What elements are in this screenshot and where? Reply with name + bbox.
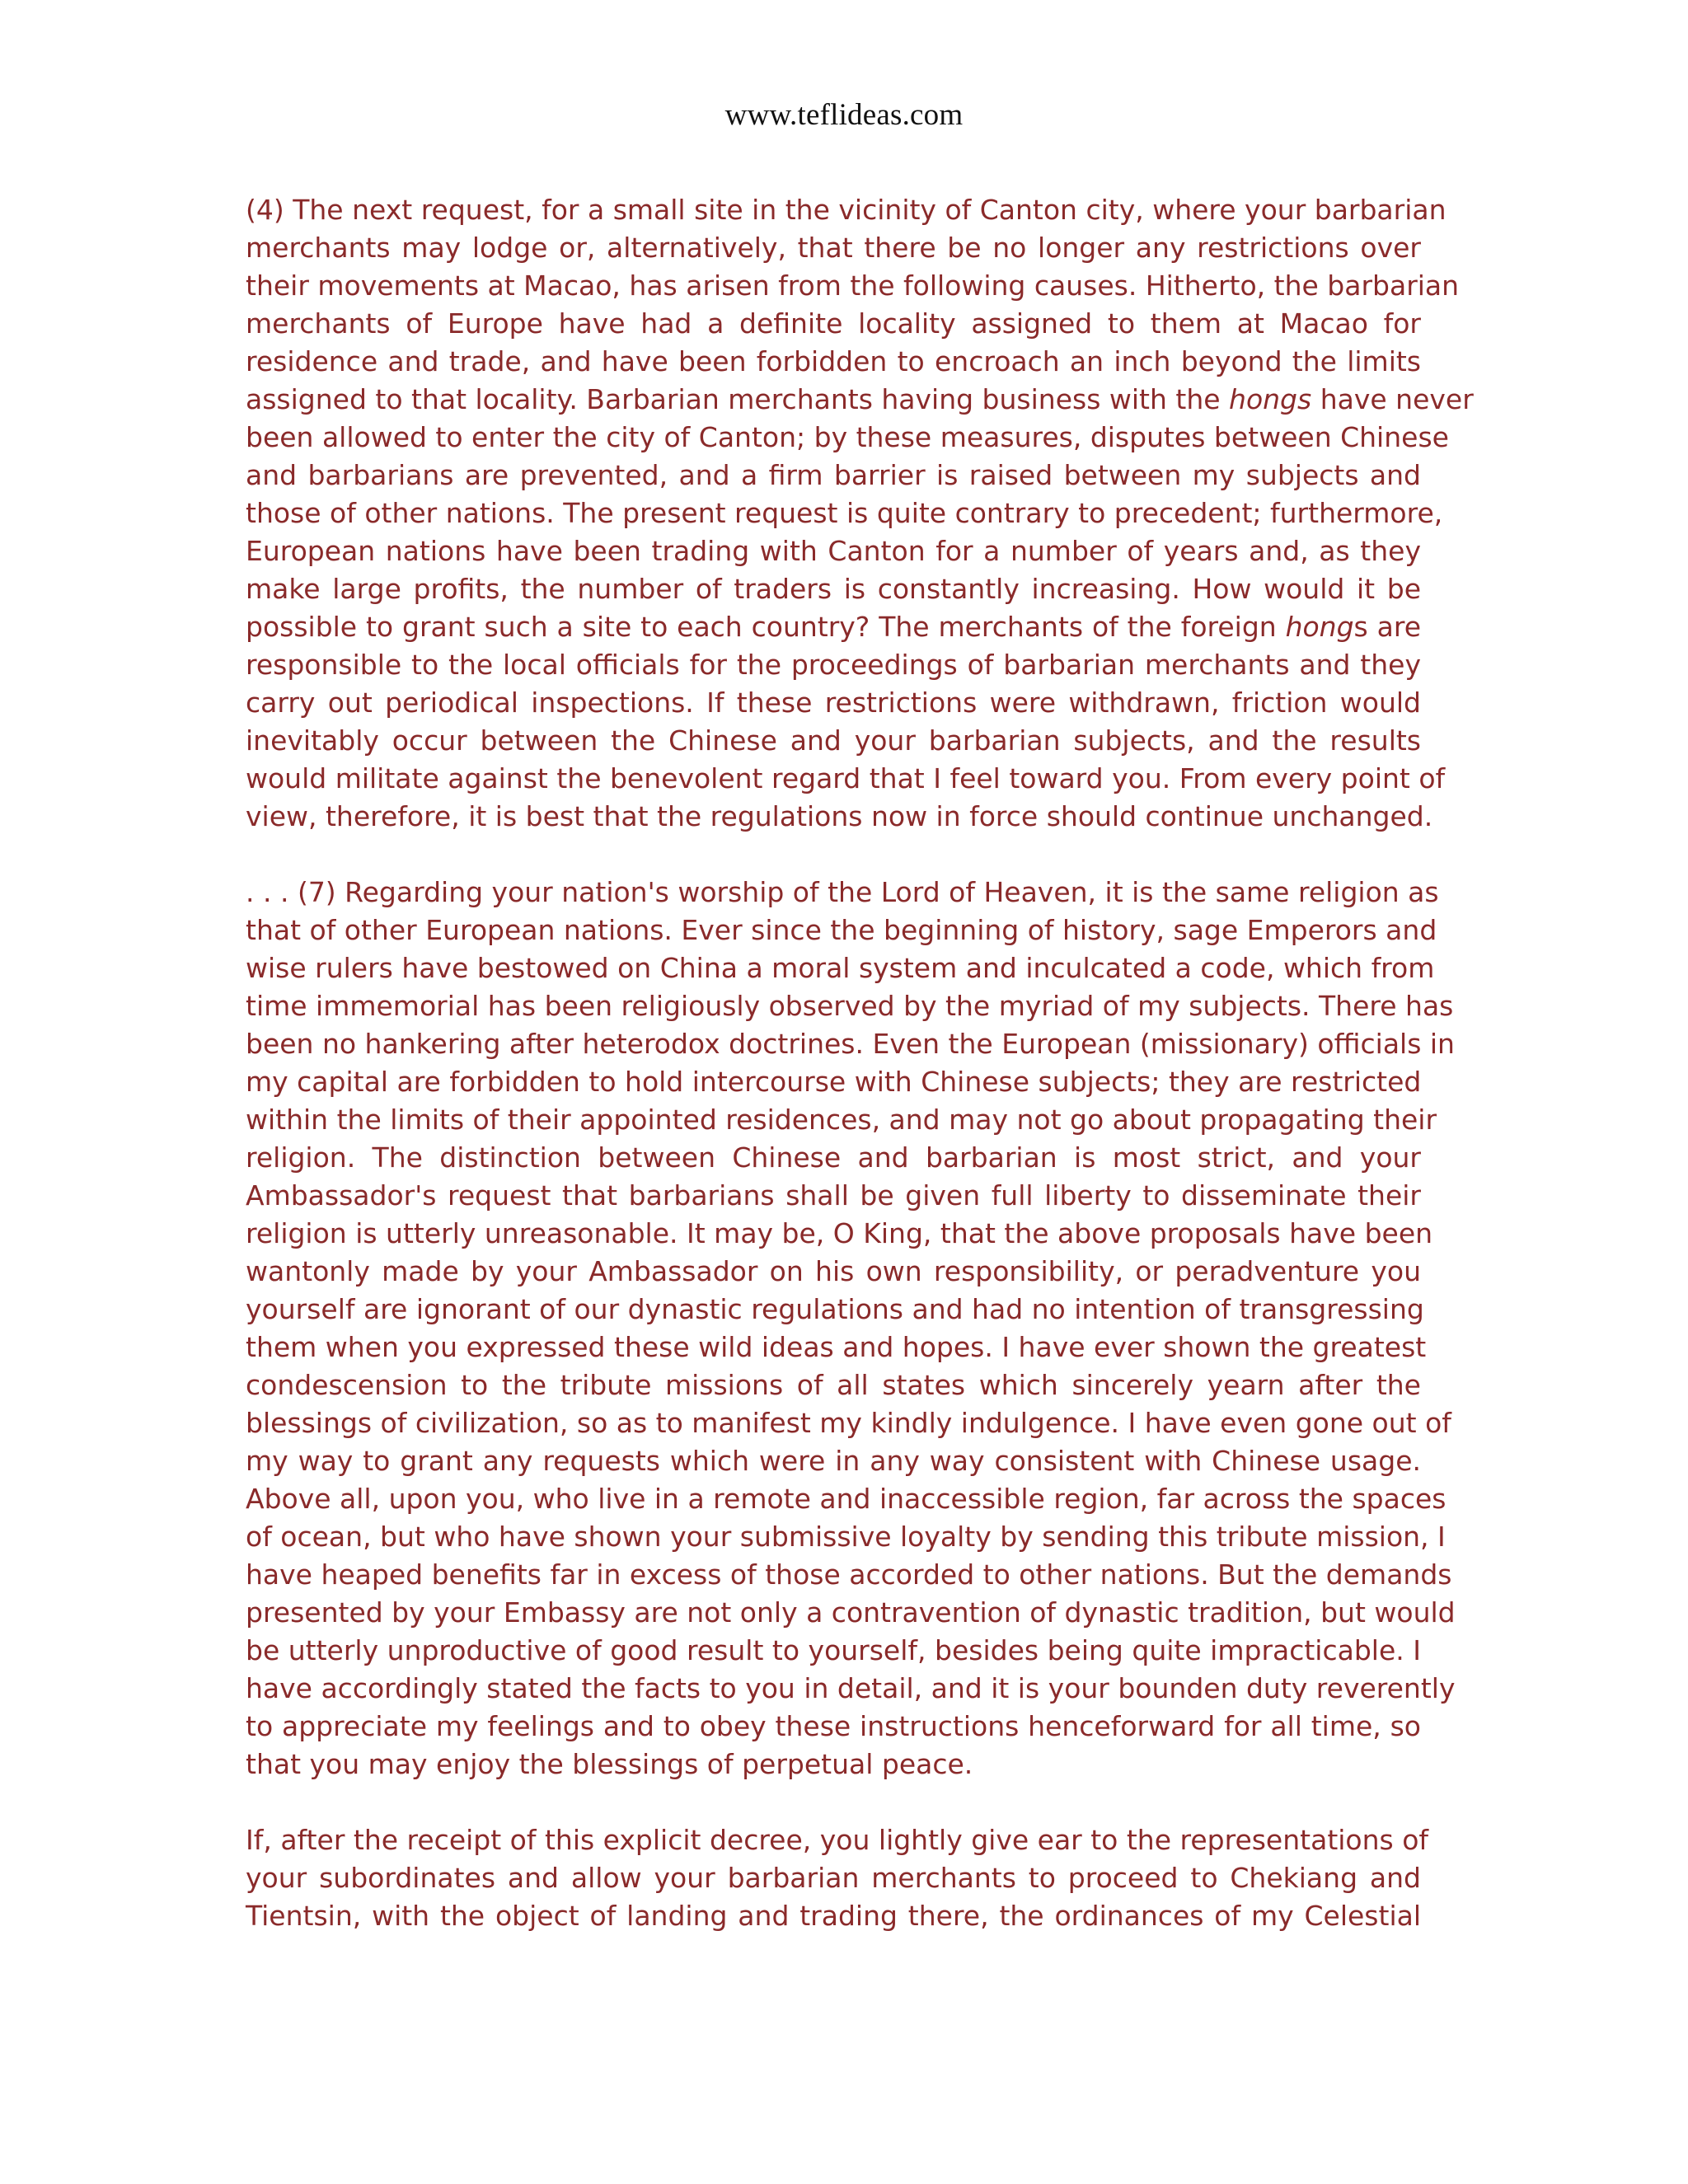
paragraph — [246, 874, 1456, 1783]
text-line: time immemorial has been religiously observed by the myriad of my subjects. There has — [246, 990, 1454, 1022]
site-header: www.teflideas.com — [724, 98, 964, 132]
text-line: my way to grant any requests which were in any way consistent with Chinese usage. — [246, 1445, 1421, 1477]
text-line: wise rulers have bestowed on China a moral system and inculcated a code, which from — [246, 952, 1435, 984]
text-line: religion. The distinction between Chinese and barbarian is most strict, and your — [246, 1141, 1421, 1174]
text-line: within the limits of their appointed residences, and may not go about propagating their — [246, 1104, 1437, 1136]
text-line: wantonly made by your Ambassador on his own responsibility, or peradventure you — [246, 1255, 1421, 1287]
text-line: your subordinates and allow your barbarian merchants to proceed to Chekiang and — [246, 1862, 1421, 1894]
text-line: If, after the receipt of this explicit decree, you lightly give ear to the representations of — [246, 1824, 1429, 1856]
paragraph — [246, 191, 1474, 836]
text-line: residence and trade, and have been forbidden to encroach an inch beyond the limits — [246, 345, 1421, 377]
text-line: that of other European nations. Ever since the beginning of history, sage Emperors and — [246, 914, 1437, 946]
text-line: have heaped benefits far in excess of those accorded to other nations. But the demands — [246, 1558, 1452, 1591]
text-line: carry out periodical inspections. If these restrictions were withdrawn, friction would — [246, 687, 1421, 719]
text-line: merchants of Europe have had a definite locality assigned to them at Macao for — [246, 307, 1421, 340]
text-line: would militate against the benevolent regard that I feel toward you. From every point of — [246, 762, 1446, 794]
text-line: those of other nations. The present request is quite contrary to precedent; furthermore, — [246, 497, 1443, 529]
text-line: of ocean, but who have shown your submissive loyalty by sending this tribute mission, I — [246, 1521, 1446, 1553]
text-line: possible to grant such a site to each country? The merchants of the foreign hongs are — [246, 611, 1421, 643]
text-line: Ambassador's request that barbarians shall be given full liberty to disseminate their — [246, 1179, 1421, 1212]
text-line: Above all, upon you, who live in a remote and inaccessible region, far across the spaces — [246, 1483, 1447, 1515]
text-line: to appreciate my feelings and to obey these instructions henceforward for all time, so — [246, 1710, 1421, 1742]
body-text — [246, 191, 1474, 1973]
text-line: view, therefore, it is best that the regulations now in force should continue unchanged. — [246, 800, 1433, 832]
paragraph — [246, 1821, 1429, 1935]
text-line: assigned to that locality. Barbarian merchants having business with the hongs have never — [246, 383, 1474, 415]
text-line: their movements at Macao, has arisen from the following causes. Hitherto, the barbarian — [246, 269, 1460, 302]
text-line: responsible to the local officials for the proceedings of barbarian merchants and they — [246, 649, 1421, 681]
text-line: merchants may lodge or, alternatively, that there be no longer any restrictions over — [246, 232, 1421, 264]
text-line: yourself are ignorant of our dynastic regulations and had no intention of transgressing — [246, 1293, 1424, 1325]
text-line: my capital are forbidden to hold intercourse with Chinese subjects; they are restricted — [246, 1066, 1422, 1098]
text-line: . . . (7) Regarding your nation's worship of the Lord of Heaven, it is the same religion as — [246, 876, 1439, 908]
text-line: be utterly unproductive of good result to yourself, besides being quite impracticable. I — [246, 1634, 1421, 1666]
text-line: Tientsin, with the object of landing and trading there, the ordinances of my Celestial — [246, 1900, 1421, 1932]
text-line: been allowed to enter the city of Canton; by these measures, disputes between Chinese — [246, 421, 1449, 453]
text-line: condescension to the tribute missions of all states which sincerely yearn after the — [246, 1369, 1421, 1401]
text-line: been no hankering after heterodox doctrines. Even the European (missionary) officials in — [246, 1028, 1455, 1060]
text-line: that you may enjoy the blessings of perpetual peace. — [246, 1748, 973, 1780]
text-line: them when you expressed these wild ideas and hopes. I have ever shown the greatest — [246, 1331, 1427, 1363]
text-line: religion is utterly unreasonable. It may be, O King, that the above proposals have been — [246, 1217, 1433, 1249]
text-line: (4) The next request, for a small site in the vicinity of Canton city, where your barbarian — [246, 194, 1447, 226]
text-line: inevitably occur between the Chinese and your barbarian subjects, and the results — [246, 724, 1421, 757]
text-line: make large profits, the number of traders is constantly increasing. How would it be — [246, 573, 1421, 605]
text-line: and barbarians are prevented, and a firm barrier is raised between my subjects and — [246, 459, 1421, 491]
text-line: have accordingly stated the facts to you in detail, and it is your bounden duty reverently — [246, 1672, 1456, 1704]
text-line: European nations have been trading with Canton for a number of years and, as they — [246, 535, 1421, 567]
text-line: presented by your Embassy are not only a contravention of dynastic tradition, but would — [246, 1596, 1456, 1629]
text-line: blessings of civilization, so as to manifest my kindly indulgence. I have even gone out of — [246, 1407, 1451, 1439]
